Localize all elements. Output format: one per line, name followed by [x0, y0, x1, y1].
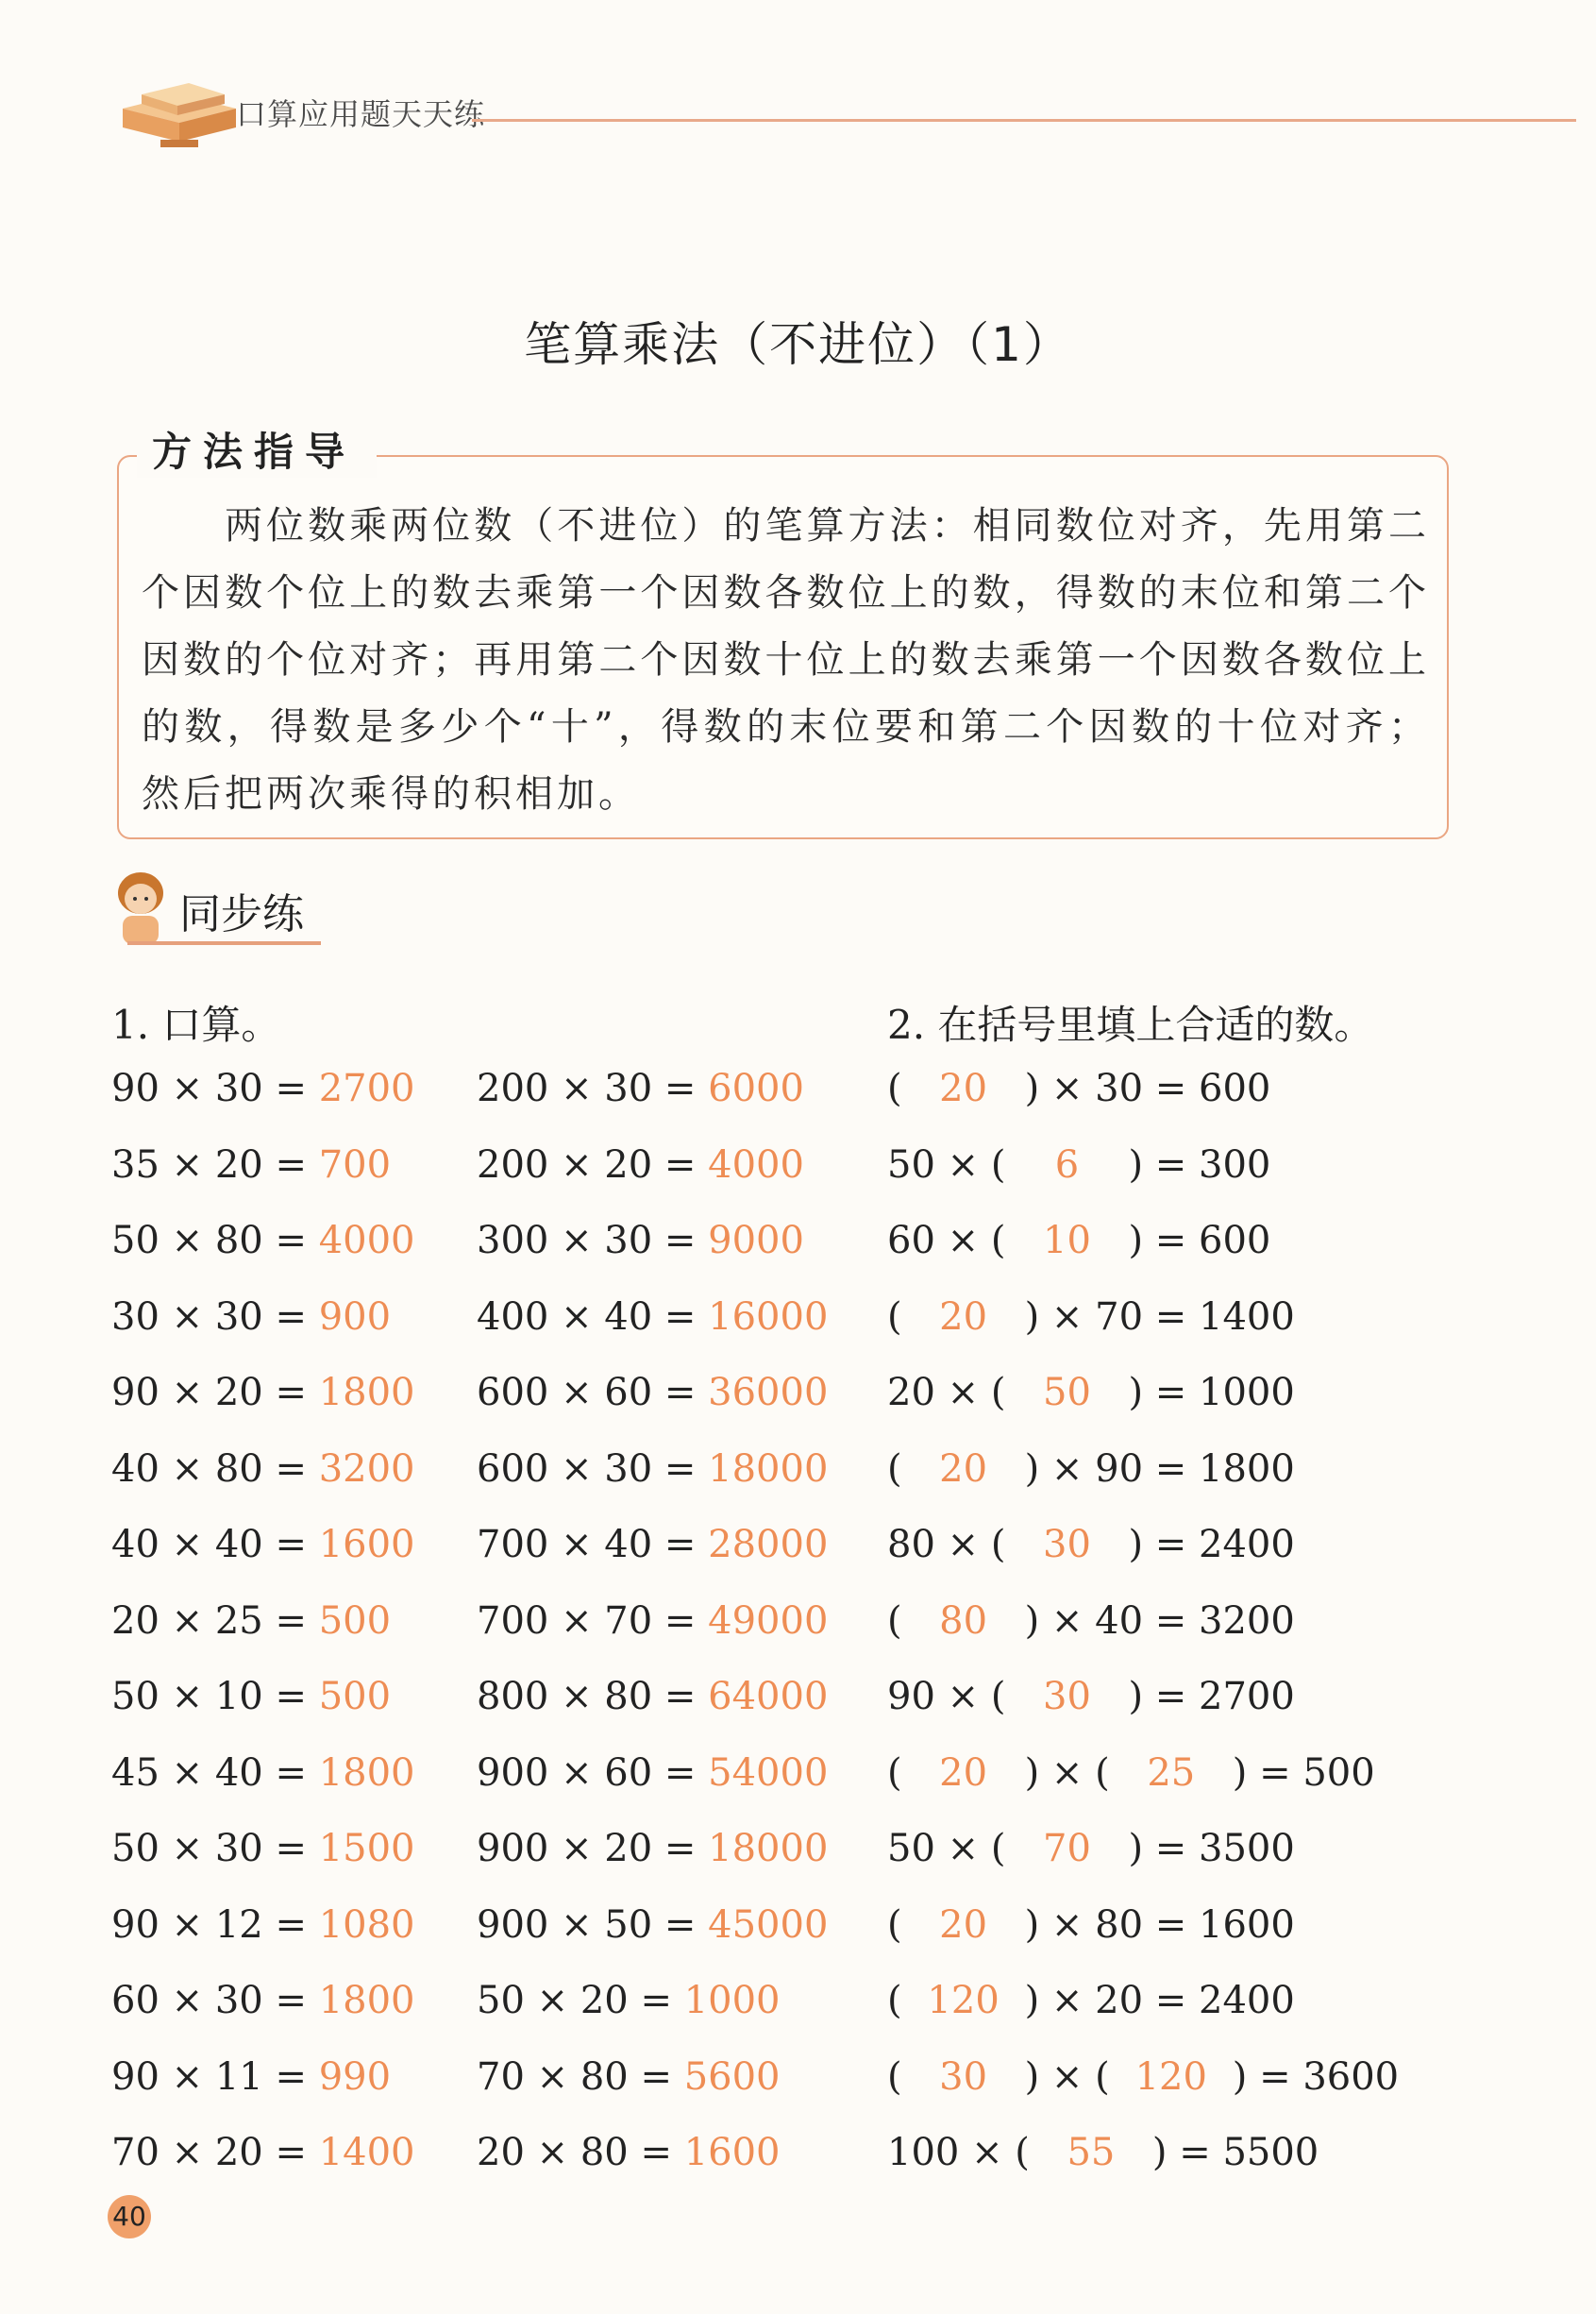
calc-expression: 90 × 12 =: [111, 1902, 319, 1947]
calc-answer: 1800: [318, 1750, 415, 1795]
fill-row: [887, 1371, 1295, 1414]
calc-row: [477, 1143, 804, 1187]
fill-row: [887, 1295, 1295, 1339]
calc-answer: 36000: [708, 1371, 829, 1414]
section-title: 同步练: [179, 890, 304, 938]
fill-row: [887, 1675, 1295, 1718]
fill-text: ) = 2700: [1128, 1675, 1295, 1718]
calc-expression: 30 × 30 =: [111, 1294, 319, 1339]
fill-answer: 120: [927, 1979, 1000, 2022]
calc-row: [477, 1827, 828, 1870]
fill-answer: 6: [1054, 1142, 1080, 1187]
fill-text: 100 × (: [887, 2131, 1030, 2174]
fill-answer: 80: [939, 1598, 988, 1643]
calc-answer: 1400: [318, 2131, 415, 2174]
calc-answer: 1800: [318, 1979, 415, 2022]
calc-expression: 900 × 20 =: [477, 1827, 709, 1870]
calc-answer: 45000: [708, 1902, 829, 1947]
fill-answer: 20: [939, 1902, 988, 1947]
fill-answer: 30: [1043, 1523, 1091, 1566]
calc-row: [111, 1751, 414, 1795]
fill-text: ) = 500: [1232, 1750, 1375, 1795]
calc-answer: 500: [318, 1675, 392, 1718]
calc-row: [111, 1371, 414, 1414]
calc-row: [111, 1219, 414, 1262]
fill-answer: 55: [1067, 2131, 1116, 2174]
method-heading: 方法指导: [137, 421, 377, 478]
fill-row: [887, 1447, 1295, 1491]
calc-answer: 4000: [708, 1142, 804, 1187]
fill-row: [887, 2055, 1399, 2099]
calc-expression: 600 × 30 =: [477, 1446, 709, 1491]
fill-text: (: [887, 1979, 902, 2022]
fill-text: (: [887, 1902, 902, 1947]
calc-row: [477, 1371, 828, 1414]
calc-row: [477, 1599, 828, 1643]
fill-row: [887, 1067, 1270, 1110]
calc-expression: 20 × 80 =: [477, 2131, 684, 2174]
fill-text: ) × (: [1024, 1750, 1110, 1795]
fill-row: [887, 1599, 1295, 1643]
calc-answer: 500: [318, 1598, 392, 1643]
fill-answer: 20: [939, 1446, 988, 1491]
calc-expression: 60 × 30 =: [111, 1979, 319, 2022]
calc-answer: 18000: [708, 1827, 829, 1870]
fill-text: 50 × (: [887, 1827, 1006, 1870]
calc-answer: 3200: [318, 1446, 415, 1491]
fill-answer: 20: [939, 1067, 988, 1110]
fill-row: [887, 1979, 1295, 2022]
fill-row: [887, 1219, 1270, 1262]
fill-text: 60 × (: [887, 1219, 1006, 1262]
calc-expression: 50 × 20 =: [477, 1979, 684, 2022]
fill-row: [887, 1827, 1295, 1870]
q1-title: 1. 口算。: [111, 1002, 281, 1048]
fill-answer: 120: [1134, 2054, 1207, 2099]
calc-answer: 4000: [318, 1219, 415, 1262]
calc-answer: 1600: [318, 1523, 415, 1566]
calc-row: [111, 1827, 414, 1870]
fill-text: ) = 2400: [1128, 1523, 1295, 1566]
calc-expression: 40 × 80 =: [111, 1446, 319, 1491]
calc-answer: 1600: [683, 2131, 781, 2174]
calc-row: [477, 1903, 828, 1947]
calc-expression: 35 × 20 =: [111, 1142, 319, 1187]
lesson-title: 笔算乘法（不进位）（1）: [524, 317, 1072, 372]
calc-expression: 600 × 60 =: [477, 1371, 709, 1414]
calc-answer: 1800: [318, 1371, 415, 1414]
calc-expression: 700 × 40 =: [477, 1523, 709, 1566]
fill-text: (: [887, 1446, 902, 1491]
calc-row: [477, 1219, 804, 1262]
calc-answer: 700: [318, 1142, 392, 1187]
header-title: 口算应用题天天练: [236, 96, 486, 132]
calc-row: [477, 1067, 804, 1110]
fill-row: [887, 1143, 1270, 1187]
fill-text: 20 × (: [887, 1371, 1006, 1414]
method-text: 两位数乘两位数（不进位）的笔算方法：相同数位对齐，先用第二个因数个位上的数去乘第一个因数各数位上的数，得数的末位和第二个因数的个位对齐；再用第二个因数十位上的数去乘第一个因数各数位上的数，得数是多少个“十”，得数的末位要和第二个因数的十位对齐；然后把两次乘得的积相加。: [142, 504, 1430, 816]
calc-row: [111, 1295, 391, 1339]
section-underline: [127, 941, 321, 945]
calc-row: [111, 1067, 414, 1110]
fill-answer: 50: [1043, 1371, 1091, 1414]
fill-text: ) × 80 = 1600: [1024, 1902, 1295, 1947]
calc-expression: 50 × 30 =: [111, 1827, 319, 1870]
calc-row: [477, 1523, 828, 1566]
calc-row: [477, 1295, 828, 1339]
calc-expression: 800 × 80 =: [477, 1675, 709, 1718]
fill-text: (: [887, 2054, 902, 2099]
calc-expression: 700 × 70 =: [477, 1598, 709, 1643]
calc-expression: 40 × 40 =: [111, 1523, 319, 1566]
calc-row: [477, 1751, 828, 1795]
fill-text: ) = 600: [1128, 1219, 1271, 1262]
fill-text: 90 × (: [887, 1675, 1006, 1718]
fill-text: (: [887, 1294, 902, 1339]
fill-text: ) = 3500: [1128, 1827, 1295, 1870]
q2-title: 2. 在括号里填上合适的数。: [887, 1002, 1374, 1048]
fill-answer: 20: [939, 1294, 988, 1339]
calc-answer: 990: [318, 2054, 392, 2099]
calc-expression: 900 × 50 =: [477, 1902, 709, 1947]
calc-answer: 2700: [318, 1067, 415, 1110]
fill-answer: 25: [1147, 1750, 1196, 1795]
calc-row: [477, 1979, 780, 2022]
fill-text: 80 × (: [887, 1523, 1006, 1566]
child-avatar-icon: [111, 867, 170, 946]
calc-expression: 70 × 20 =: [111, 2131, 319, 2174]
fill-answer: 30: [1043, 1675, 1091, 1718]
calc-expression: 50 × 80 =: [111, 1219, 319, 1262]
calc-answer: 49000: [708, 1598, 829, 1643]
calc-expression: 200 × 20 =: [477, 1142, 709, 1187]
calc-expression: 900 × 60 =: [477, 1750, 709, 1795]
fill-text: ) × 70 = 1400: [1024, 1294, 1295, 1339]
fill-answer: 10: [1043, 1219, 1091, 1262]
fill-text: ) × 30 = 600: [1024, 1067, 1271, 1110]
calc-expression: 200 × 30 =: [477, 1067, 709, 1110]
calc-answer: 28000: [708, 1523, 829, 1566]
fill-row: [887, 1751, 1375, 1795]
calc-answer: 5600: [683, 2054, 781, 2099]
calc-expression: 90 × 20 =: [111, 1371, 319, 1414]
fill-answer: 20: [939, 1750, 988, 1795]
fill-text: (: [887, 1598, 902, 1643]
calc-answer: 54000: [708, 1750, 829, 1795]
fill-text: ) = 1000: [1128, 1371, 1295, 1414]
fill-row: [887, 2131, 1319, 2174]
calc-row: [111, 1675, 391, 1718]
calc-row: [111, 2131, 414, 2174]
header-divider: [472, 119, 1576, 122]
calc-row: [477, 1675, 828, 1718]
calc-answer: 18000: [708, 1446, 829, 1491]
calc-expression: 400 × 40 =: [477, 1294, 709, 1339]
calc-answer: 6000: [708, 1067, 804, 1110]
fill-row: [887, 1523, 1295, 1566]
calc-answer: 9000: [708, 1219, 804, 1262]
calc-row: [111, 1979, 414, 2022]
fill-answer: 70: [1043, 1827, 1091, 1870]
calc-expression: 90 × 11 =: [111, 2054, 319, 2099]
calc-expression: 45 × 40 =: [111, 1750, 319, 1795]
fill-text: (: [887, 1750, 902, 1795]
calc-expression: 20 × 25 =: [111, 1598, 319, 1643]
calc-row: [111, 1903, 414, 1947]
calc-row: [111, 1599, 391, 1643]
calc-answer: 900: [318, 1294, 392, 1339]
fill-text: ) = 300: [1128, 1142, 1271, 1187]
calc-row: [111, 1447, 414, 1491]
calc-row: [477, 2055, 780, 2099]
calc-answer: 64000: [708, 1675, 829, 1718]
calc-row: [111, 1143, 391, 1187]
calc-answer: 1080: [318, 1902, 415, 1947]
calc-expression: 70 × 80 =: [477, 2054, 684, 2099]
calc-answer: 1000: [683, 1979, 781, 2022]
fill-text: ) = 3600: [1232, 2054, 1400, 2099]
fill-answer: 30: [939, 2054, 988, 2099]
page-number: 40: [108, 2195, 151, 2238]
fill-row: [887, 1903, 1295, 1947]
calc-row: [111, 2055, 391, 2099]
calc-expression: 300 × 30 =: [477, 1219, 709, 1262]
fill-text: ) × 90 = 1800: [1024, 1446, 1295, 1491]
fill-text: 50 × (: [887, 1142, 1006, 1187]
calc-answer: 16000: [708, 1294, 829, 1339]
fill-text: (: [887, 1067, 902, 1110]
calc-row: [477, 1447, 828, 1491]
fill-text: ) × 20 = 2400: [1024, 1979, 1295, 2022]
fill-text: ) = 5500: [1151, 2131, 1319, 2174]
fill-text: ) × 40 = 3200: [1024, 1598, 1295, 1643]
calc-expression: 90 × 30 =: [111, 1067, 319, 1110]
books-stack-icon: [113, 66, 241, 156]
calc-row: [111, 1523, 414, 1566]
fill-text: ) × (: [1024, 2054, 1110, 2099]
calc-row: [477, 2131, 780, 2174]
calc-answer: 1500: [318, 1827, 415, 1870]
calc-expression: 50 × 10 =: [111, 1675, 319, 1718]
